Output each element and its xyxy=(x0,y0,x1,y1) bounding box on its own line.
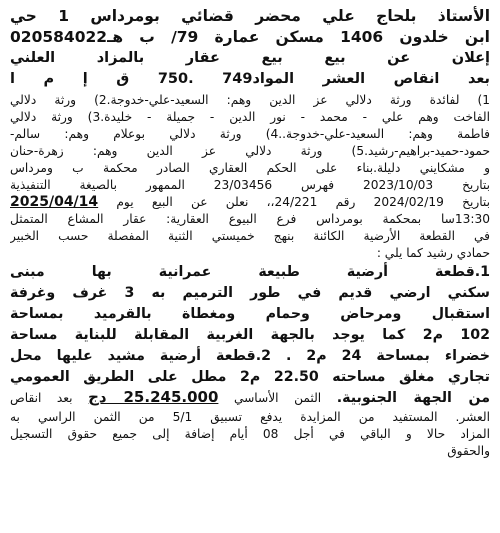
body-line-8: في القطعة الأرضية الكائنة بنهج خميستي الثنية المفصلة حسب الخبير xyxy=(10,229,490,243)
body-line-5: و مشكايني دليلة.بناء على الحكم العقاري الصادر محكمة ب ومرداس xyxy=(10,161,490,175)
auction-notice xyxy=(10,6,490,521)
base-price-label: الثمن الأساسي xyxy=(233,391,322,405)
base-price: 25.245.000 دج xyxy=(88,388,219,406)
closing-line-2: المزاد حالا و الباقي في أجل 08 أيام إضافة إلى جميع حقوق التسجيل xyxy=(10,427,490,441)
body-line-7: 13:30سا بمحكمة بومرداس فرع البيوع العقارية: عقار المشاع المتمثل xyxy=(10,212,490,226)
sale-date: 2025/04/14 xyxy=(10,194,99,210)
base-price-line xyxy=(10,388,490,409)
body-line-2: الفاخت وهم علي - محمد - نور الدين - جميلة - خليدة.3) ورثة دلالي xyxy=(10,110,490,124)
sale-date-prefix: بتاريخ 2024/02/19 رقم 24/221،، نعلن عن البيع يوم xyxy=(116,195,490,209)
body-line-9: حمادي رشيد كما يلي : xyxy=(376,246,490,260)
body-line-1: 1) لفائدة ورثة دلالي عز الدين وهم: السعيد-علي-خدوجة.2) ورثة دلالي xyxy=(10,93,490,107)
closing-line-3: والحقوق xyxy=(447,444,490,458)
property-line-3: استقبال ومرحاض وحمام ومغطاة بالقرميد بمساحة xyxy=(10,306,490,322)
property-line-6: تجاري مغلق مساحته 22.50 م2 مطل على الطريق العمومي xyxy=(10,369,490,385)
base-price-suffix: بعد انقاص xyxy=(10,391,73,405)
property-line-2: سكني ارضي قديم في طور الترميم به 3 غرف وغرفة xyxy=(10,285,490,301)
south-facade: من الجهة الجنوبية. xyxy=(336,390,490,406)
header-line-1: الأستاذ بلحاج علي محضر قضائي بومرداس 1 حي xyxy=(10,7,490,25)
body-line-3: فاطمة وهم: السعيد-علي-خدوجة..4) ورثة دلالي بوعلام وهم: سالم- xyxy=(10,127,490,141)
property-line-4: 102 م2 كما يوجد بالجهة الغربية المقابلة للبناية مساحة xyxy=(10,327,490,343)
sale-date-line xyxy=(10,194,490,211)
header-line-2: ابن خلدون 1406 مسكن عمارة 79/ ب هـ020584022 xyxy=(10,28,490,46)
header-line-4: بعد انقاص العشر المواد749 .750 ق إ م ا xyxy=(10,71,490,87)
property-line-1: 1.قطعة أرضية طبيعة عمرانية بها مبنى xyxy=(10,264,490,280)
header-line-3: إعلان عن بيع بيع عقار بالمزاد العلني xyxy=(10,50,490,66)
closing-line-1: العشر. المستفيد من المزايدة يدفع تسبيق 5/1 من الثمن الراسي به xyxy=(10,410,490,424)
body-line-6: بتاريخ 2023/10/03 فهرس 23/03456 الممهور بالصيغة التنفيذية xyxy=(10,178,490,192)
property-line-5: خضراء بمساحة 24 م2 . 2.قطعة أرضية مشيد عليها محل xyxy=(10,348,490,364)
body-line-4: حمود-حميد-براهيم-رشيد.5) ورثة دلالي عز الدين وهم: زهرة-حنان xyxy=(10,144,490,158)
